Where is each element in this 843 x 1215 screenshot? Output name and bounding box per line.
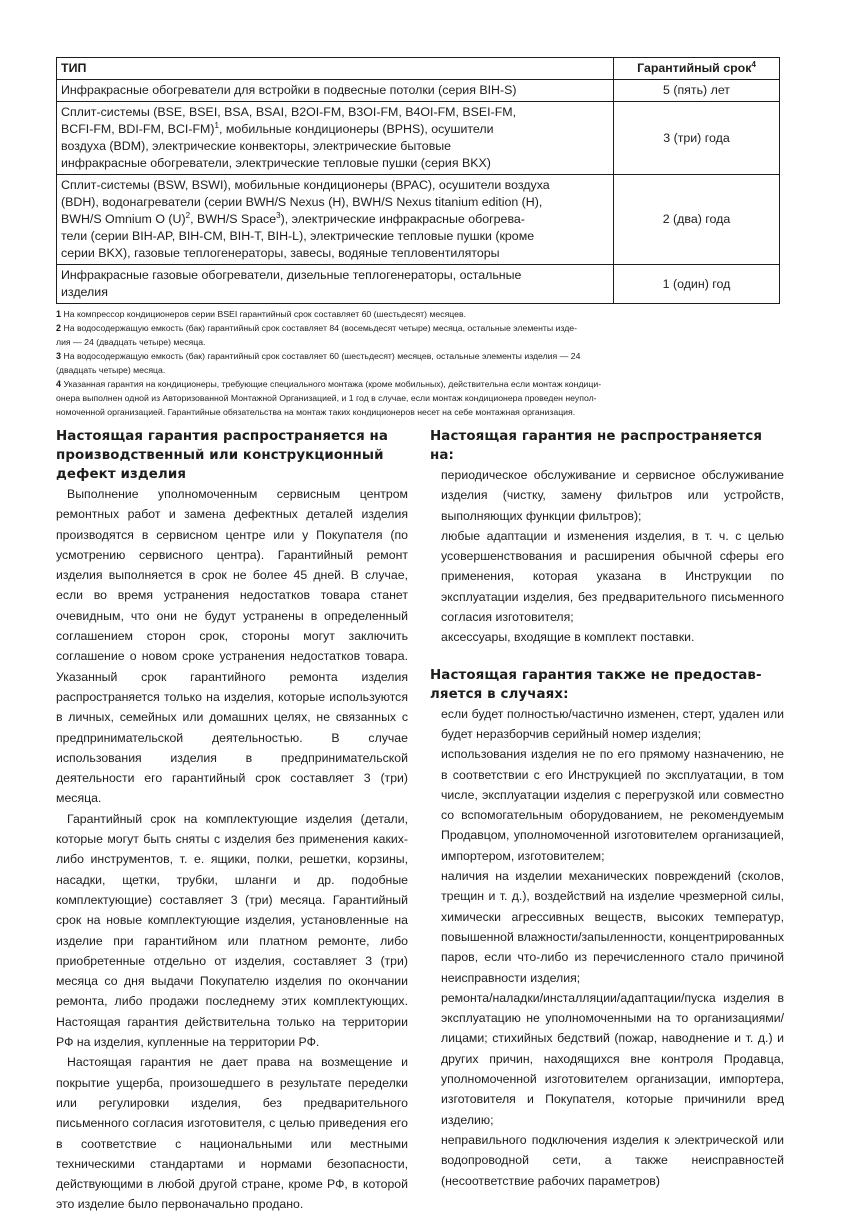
header-term-label: Гарантийный срок [637, 61, 752, 75]
footnote-ref: 2 [185, 210, 191, 220]
footnote-ref: 1 [214, 120, 219, 130]
footnote-line: онера выполнен одной из Авторизованной Монтажной Организацией, и 1 год в случае, если монтаж кондиционера проведен неупол- [56, 393, 597, 403]
table-header-row [57, 58, 780, 80]
footnote-number: 4 [56, 379, 62, 389]
list-item: периодическое обслуживание и сервисное обслуживание изделия (чистку, замену фильтров или устройств, выполняющих функции фильтров); [441, 468, 784, 523]
footnote-ref: 4 [751, 59, 756, 69]
paragraph: Настоящая гарантия не дает права на возмещение и покрытие ущерба, произошедшего в результате переделки или регулировки изделия, без предварительного письменного согласия изготовителя, с целью приведения его в соответствие с национальными или местными техническими стандартами и нормами безопасности, действующими в любой другой стране, кроме РФ, в которой это изделие было первоначально продано. [56, 1055, 408, 1212]
type-line: Сплит-системы (BSW, BSWI), мобильные кондиционеры (BPAC), осушители воздуха [61, 178, 550, 192]
type-line: Инфракрасные газовые обогреватели, дизельные теплогенераторы, остальные [61, 268, 522, 282]
section-heading [430, 666, 784, 704]
type-line: воздуха (BDM), электрические конвекторы, электрические бытовые [61, 139, 452, 153]
type-cell [57, 265, 614, 304]
heading-line: Настоящая гарантия также не предостав- [430, 667, 762, 683]
footnote-line: (двадцать четыре) месяца. [56, 365, 166, 375]
type-cell [57, 80, 614, 102]
table-row [57, 80, 780, 102]
footnote-number: 1 [56, 309, 62, 319]
heading-line: дефект изделия [56, 467, 187, 482]
section-heading: Настоящая гарантия не распространяется на: [430, 429, 763, 463]
type-line: тели (серии BIH-AP, BIH-CM, BIH-T, BIH-L), электрические тепловые пушки (кроме [61, 229, 535, 243]
type-line: Инфракрасные обогреватели для встройки в подвесные потолки (серия BIH-S) [61, 83, 517, 97]
footnote-ref: 3 [276, 210, 281, 220]
list-item: если будет полностью/частично изменен, стерт, удален или будет неразборчив серийный номер изделия; [441, 706, 784, 741]
heading-line: производственный или конструкционный [56, 448, 384, 463]
type-line: (BDH), водонагреватели (серии BWH/S Nexus (H), BWH/S Nexus titanium edition (H), [61, 195, 543, 209]
right-column [430, 427, 784, 1191]
type-line-part: BWH/S Omnium O (U) [61, 212, 186, 226]
heading-line: ляется в случаях: [430, 686, 569, 702]
type-line-part: BCFI-FM, BDI-FM, BCI-FM) [61, 122, 215, 136]
term-cell: 1 (один) год [614, 265, 780, 304]
footnote-number: 3 [56, 351, 62, 361]
footnotes [56, 307, 782, 419]
type-line: серии BKX), газовые теплогенераторы, завесы, водяные тепловентиляторы [61, 246, 500, 260]
list-item: неправильного подключения изделия к электрической или водопроводной сети, а также неисправностей (несоответствие рабочих параметров) [441, 1132, 784, 1188]
table-row [57, 175, 780, 265]
section-spacer [430, 648, 784, 666]
section-heading [56, 427, 408, 484]
type-cell [57, 175, 614, 265]
type-line: изделия [61, 285, 108, 299]
list-item: любые адаптации и изменения изделия, в т. ч. с целью усовершенствования и расширения обычной сферы его применения, которая указана в Инструкции по эксплуатации изделия, без предварительного письменного согласия изготовителя; [441, 528, 784, 625]
footnote-2 [56, 321, 782, 335]
list-item: аксессуары, входящие в комплект поставки. [441, 630, 695, 645]
footnote-line: номоченной организацией. Гарантийные обязательства на монтаж таких кондиционеров несет на себе монтажная организация. [56, 407, 576, 417]
term-cell: 5 (пять) лет [614, 80, 780, 102]
footnote-line: Указанная гарантия на кондиционеры, требующие специального монтажа (кроме мобильных), действительна если монтаж кондици- [63, 379, 602, 389]
table-row [57, 265, 780, 304]
footnote-line: На водосодержащую емкость (бак) гарантийный срок составляет 84 (восемьдесят четыре) месяца, остальные элементы изде- [63, 323, 578, 333]
paragraph: Гарантийный срок на комплектующие изделия (детали, которые могут быть сняты с изделия без применения каких-либо инструментов, т. е. ящики, полки, решетки, корзины, насадки, щетки, трубки, шланги и др. подобные комплектующие) составляет 3 (три) месяца. Гарантийный срок на новые комплектующие изделия, установленные на изделие при гарантийном или платном ремонте, либо приобретенные отдельно от изделия, составляет 3 (три) месяца со дня выдачи Покупателю изделия по окончании ремонта, либо продажи последнему этих комплектующих. Настоящая гарантия действительна только на территории РФ на изделия, купленные на территории РФ. [56, 811, 408, 1050]
list-item: наличия на изделии механических повреждений (сколов, трещин и т. д.), воздействий на изделие чрезмерной силы, химически агрессивных веществ, высоких температур, повышенной влажности/запыленности, концентрированных паров, если что-либо из перечисленного стало причиной неисправности изделия; [441, 869, 784, 985]
type-cell [57, 102, 614, 175]
footnote-line: На водосодержащую емкость (бак) гарантийный срок составляет 60 (шестьдесят) месяцев, остальные элементы изделия — 24 [63, 351, 581, 361]
footnote-1 [56, 307, 782, 321]
table-row [57, 102, 780, 175]
type-line [61, 211, 609, 228]
footnote-line: На компрессор кондиционеров серии BSEI гарантийный срок составляет 60 (шестьдесят) месяцев. [63, 309, 467, 319]
footnote-4 [56, 377, 782, 391]
type-line-part: , BWH/S Space [190, 212, 277, 226]
type-line-part: , мобильные кондиционеры (BPHS), осушители [218, 122, 494, 136]
header-term [614, 58, 780, 80]
footnote-line: лия — 24 (двадцать четыре) месяца. [56, 337, 206, 347]
type-line [61, 121, 609, 138]
footnote-number: 2 [56, 323, 62, 333]
list-item: использования изделия не по его прямому назначению, не в соответствии с его Инструкцией по эксплуатации, в том числе, эксплуатации изделия с перегрузкой или совместно со вспомогательным оборудованием, не рекомендуемым Продавцом, уполномоченной изготовителем организацией, импортером, изготовителем; [441, 747, 784, 863]
footnote-3 [56, 349, 782, 363]
header-type: ТИП [57, 58, 614, 80]
warranty-terms-table [56, 57, 780, 304]
list-item: ремонта/наладки/инсталляции/адаптации/пуска изделия в эксплуатацию не уполномоченными на то организациями/лицами; стихийных бедствий (пожар, наводнение и т. д.) и других причин, находящихся вне контроля Продавца, уполномоченной изготовителем организации, импортера, изготовителя и Покупателя, которые причинили вред изделию; [441, 990, 784, 1127]
term-cell: 2 (два) года [614, 175, 780, 265]
paragraph: Выполнение уполномоченным сервисным центром ремонтных работ и замена дефектных деталей изделия производятся в сервисном центре или у Покупателя (по усмотрению сервисного центра). Гарантийный ремонт изделия выполняется в срок не более 45 дней. В случае, если во время устранения недостатков товара станет очевидным, что они не будут устранены в определенный соглашением сторон срок, стороны могут заключить соглашение о новом сроке устранения недостатков товара. Указанный срок гарантийного ремонта изделия распространяется только на изделия, которые используются в личных, семейных или домашних целях, не связанных с предпринимательской деятельностью. В случае использования изделия в предпринимательской деятельности его гарантийный срок составляет 3 (три) месяца. [56, 487, 408, 806]
type-line: инфракрасные обогреватели, электрические тепловые пушки (серия BKX) [61, 156, 491, 170]
left-column [56, 427, 408, 1215]
term-cell: 3 (три) года [614, 102, 780, 175]
heading-line: Настоящая гарантия распространяется на [56, 429, 389, 444]
type-line: Сплит-системы (BSE, BSEI, BSA, BSAI, B2OI-FM, B3OI-FM, B4OI-FM, BSEI-FM, [61, 105, 517, 119]
type-line-part: ), электрические инфракрасные обогрева- [280, 212, 525, 226]
